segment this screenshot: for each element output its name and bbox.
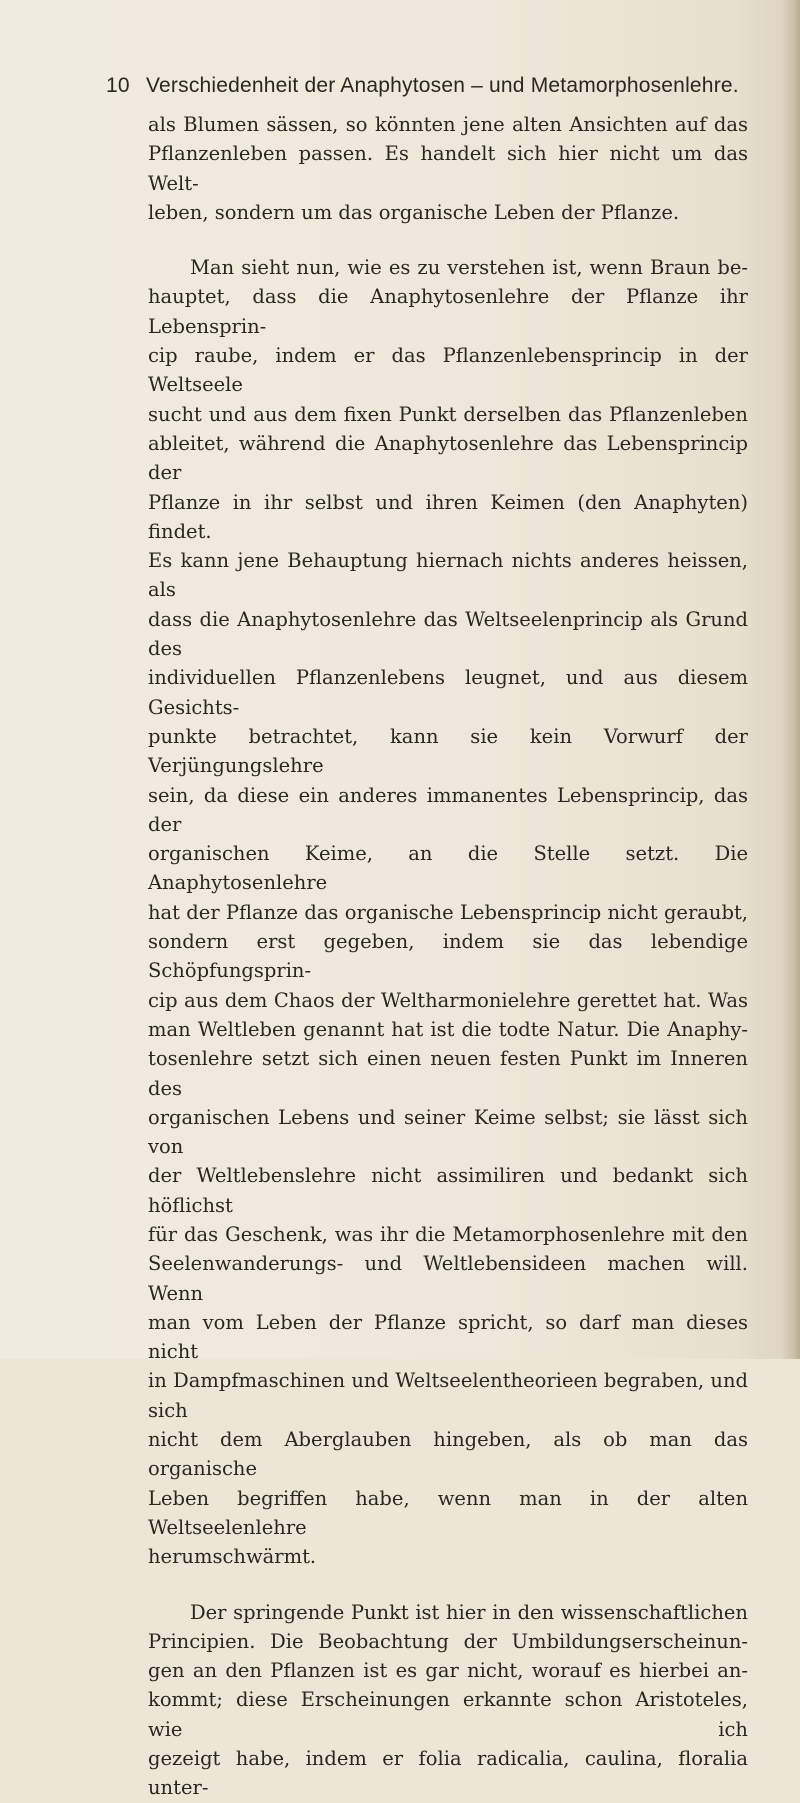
text-line: Der springende Punkt ist hier in den wissenschaftlichen bbox=[190, 1600, 748, 1624]
body-text bbox=[148, 110, 748, 1803]
text-line: tosenlehre setzt sich einen neuen festen Punkt im Inneren des bbox=[148, 1047, 748, 1100]
text-line: ableitet, während die Anaphytosenlehre das Lebensprincip der bbox=[148, 431, 748, 485]
text-line: sondern erst gegeben, indem sie das lebendige Schöpfungsprin- bbox=[148, 930, 748, 983]
text-line: hauptet, dass die Anaphytosenlehre der Pflanze ihr Lebensprin- bbox=[148, 285, 748, 338]
text-line: organischen Keime, an die Stelle setzt. Die Anaphytosenlehre bbox=[148, 842, 748, 895]
text-line: gen an den Pflanzen ist es gar nicht, worauf es hierbei an- bbox=[148, 1659, 748, 1683]
running-header bbox=[106, 74, 746, 98]
paragraph-1 bbox=[148, 110, 748, 227]
text-line: leben, sondern um das organische Leben der Pflanze. bbox=[148, 200, 680, 224]
paragraph-2 bbox=[148, 253, 748, 1571]
text-line: Man sieht nun, wie es zu verstehen ist, wenn Braun be- bbox=[190, 256, 748, 280]
text-line: cip raube, indem er das Pflanzenlebensprincip in der Weltseele bbox=[148, 344, 748, 397]
text-line: gezeigt habe, indem er folia radicalia, caulina, floralia unter- bbox=[148, 1747, 748, 1800]
text-line: cip aus dem Chaos der Weltharmonielehre gerettet hat. Was bbox=[148, 988, 748, 1012]
text-line: organischen Lebens und seiner Keime selbst; sie lässt sich von bbox=[148, 1105, 748, 1159]
text-line: man vom Leben der Pflanze spricht, so darf man dieses nicht bbox=[148, 1310, 748, 1364]
text-line: Pflanze in ihr selbst und ihren Keimen (den Anaphyten) findet. bbox=[148, 490, 748, 543]
text-line: kommt; diese Erscheinungen erkannte schon Aristoteles, wie ich bbox=[148, 1688, 748, 1741]
text-line: Seelenwanderungs- und Weltlebensideen machen will. Wenn bbox=[148, 1252, 748, 1305]
page-number: 10 bbox=[106, 74, 130, 97]
text-line: individuellen Pflanzenlebens leugnet, und aus diesem Gesichts- bbox=[148, 666, 748, 719]
text-line: herumschwärmt. bbox=[148, 1545, 317, 1569]
text-line: als Blumen sässen, so könnten jene alten Ansichten auf das bbox=[148, 113, 748, 136]
text-line: Es kann jene Behauptung hiernach nichts anderes heissen, als bbox=[148, 549, 748, 602]
text-line: für das Geschenk, was ihr die Metamorphosenlehre mit den bbox=[148, 1222, 748, 1246]
text-line: Pflanzenleben passen. Es handelt sich hier nicht um das Welt- bbox=[148, 142, 748, 195]
text-line: man Weltleben genannt hat ist die todte Natur. Die Anaphy- bbox=[148, 1017, 748, 1041]
text-line: nicht dem Aberglauben hingeben, als ob man das organische bbox=[148, 1428, 748, 1481]
text-line: Principien. Die Beobachtung der Umbildungserscheinun- bbox=[148, 1629, 748, 1653]
text-line: in Dampfmaschinen und Weltseelentheorieen begraben, und sich bbox=[148, 1369, 748, 1422]
paragraph-gap bbox=[148, 227, 748, 253]
text-line: dass die Anaphytosenlehre das Weltseelenprincip als Grund des bbox=[148, 607, 748, 661]
text-line: sein, da diese ein anderes immanentes Lebensprincip, das der bbox=[148, 783, 748, 836]
text-line: hat der Pflanze das organische Lebensprincip nicht geraubt, bbox=[148, 900, 748, 924]
text-line: der Weltlebenslehre nicht assimiliren und bedankt sich höflichst bbox=[148, 1164, 748, 1217]
text-line: punkte betrachtet, kann sie kein Vorwurf der Verjüngungslehre bbox=[148, 724, 748, 778]
text-line: Leben begriffen habe, wenn man in der alten Weltseelenlehre bbox=[148, 1486, 748, 1539]
page-edge-shadow bbox=[782, 0, 800, 1359]
running-title: Verschiedenheit der Anaphytosen – und Metamorphosenlehre. bbox=[146, 74, 739, 97]
paragraph-3 bbox=[148, 1598, 748, 1803]
text-line: sucht und aus dem fixen Punkt derselben das Pflanzenleben bbox=[148, 402, 748, 426]
paragraph-gap bbox=[148, 1572, 748, 1598]
